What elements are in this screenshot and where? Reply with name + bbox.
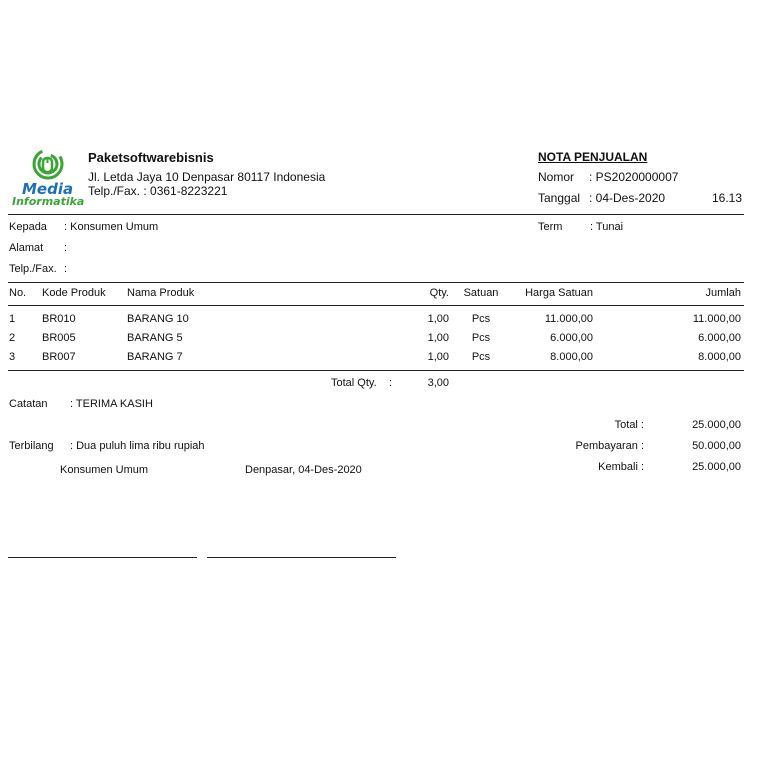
note-value: : TERIMA KASIH [70,398,153,410]
cell-name: BARANG 7 [127,351,183,363]
invoice-number-label: Nomor [538,170,575,184]
cell-code: BR005 [42,332,76,344]
col-header-price: Harga Satuan [525,287,593,299]
cell-qty: 1,00 [427,332,449,344]
cell-unit: Pcs [471,351,491,363]
total-value: 25.000,00 [692,419,741,431]
col-header-code: Kode Produk [42,287,106,299]
cell-qty: 1,00 [427,351,449,363]
place-date: Denpasar, 04-Des-2020 [245,464,362,476]
cell-no: 2 [9,332,16,344]
cell-no: 1 [9,313,16,325]
divider-table-bottom [8,370,744,371]
payment-label: Pembayaran : [575,440,644,452]
company-name: Paketsoftwarebisnis [88,150,214,165]
cell-unit: Pcs [471,332,491,344]
cell-code: BR007 [42,351,76,363]
total-label: Total : [614,419,644,431]
customer-address-label: Alamat [9,242,44,254]
customer-phone-value: : [64,263,68,275]
change-value: 25.000,00 [692,461,741,473]
cell-amount: 11.000,00 [692,313,741,325]
col-header-name: Nama Produk [127,287,195,299]
total-qty-label: Total Qty. [331,377,377,389]
signature-line-seller [207,557,396,558]
signer-customer: Konsumen Umum [60,464,149,476]
cell-amount: 8.000,00 [698,351,741,363]
customer-to-value: : Konsumen Umum [64,221,159,233]
customer-phone-label: Telp./Fax. [9,263,57,275]
total-qty-colon: : [389,377,393,389]
company-logo [10,148,85,210]
term-value: : Tunai [590,221,624,233]
invoice-number-value: : PS2020000007 [589,170,679,184]
signature-line-customer [8,557,197,558]
col-header-no: No. [9,287,27,299]
company-phone: Telp./Fax. : 0361-8223221 [88,184,228,198]
cell-price: 8.000,00 [550,351,593,363]
spelled-amount-label: Terbilang [9,440,54,452]
cell-price: 6.000,00 [550,332,593,344]
cell-code: BR010 [42,313,76,325]
divider-header-bottom [8,305,744,306]
cell-price: 11.000,00 [544,313,593,325]
invoice-date-label: Tanggal [538,191,581,205]
note-label: Catatan [9,398,48,410]
customer-address-value: : [64,242,68,254]
divider-top [8,214,744,215]
cell-no: 3 [9,351,16,363]
company-address: Jl. Letda Jaya 10 Denpasar 80117 Indonesia [88,170,326,184]
invoice-title: NOTA PENJUALAN [538,150,648,164]
logo-word-informatika: Informatika [12,195,85,208]
cell-unit: Pcs [471,313,491,325]
invoice-time: 16.13 [712,191,743,205]
cell-qty: 1,00 [427,313,449,325]
divider-header-top [8,282,744,283]
col-header-amount: Jumlah [705,287,741,299]
term-label: Term [538,221,563,233]
cell-name: BARANG 10 [127,313,189,325]
total-qty-value: 3,00 [427,377,449,389]
logo-word-media: Media [22,180,74,198]
customer-to-label: Kepada [9,221,47,233]
cell-name: BARANG 5 [127,332,183,344]
col-header-qty: Qty. [429,287,449,299]
payment-value: 50.000,00 [692,440,741,452]
cell-amount: 6.000,00 [698,332,741,344]
invoice-date-value: : 04-Des-2020 [589,191,666,205]
col-header-unit: Satuan [463,287,499,299]
spelled-amount-value: : Dua puluh lima ribu rupiah [70,440,205,452]
change-label: Kembali : [598,461,644,473]
